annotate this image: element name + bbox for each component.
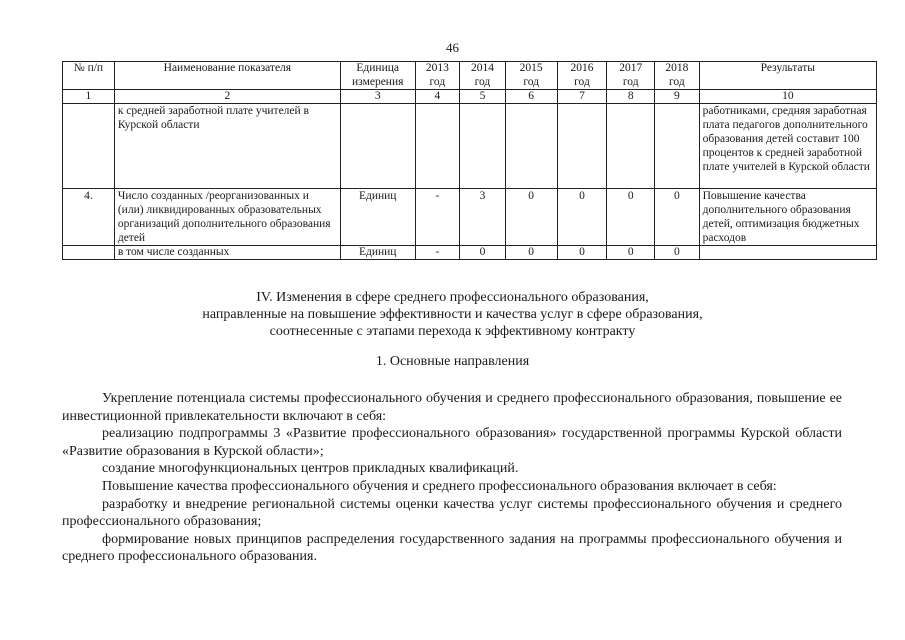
paragraph: Повышение качества профессионального обучения и среднего профессионального образования включает в себя: xyxy=(102,478,777,494)
row-name: в том числе созданных xyxy=(114,246,340,260)
header-unit: Единица измерения xyxy=(340,62,415,90)
header-2013: 2013 год xyxy=(415,62,460,90)
row-num: 4. xyxy=(63,189,115,246)
row-2018: 0 xyxy=(655,189,700,246)
column-number: 6 xyxy=(505,90,557,104)
column-number: 2 xyxy=(114,90,340,104)
row-2016: 0 xyxy=(557,246,607,260)
table-header-row xyxy=(63,62,877,90)
column-number-row xyxy=(63,90,877,104)
row-2017: 0 xyxy=(607,246,655,260)
column-number: 10 xyxy=(699,90,876,104)
row-unit: Единиц xyxy=(340,189,415,246)
paragraph: формирование новых принципов распределения государственного задания на программы профессионального обучения и среднего профессионального образования. xyxy=(62,531,842,565)
row-results: работниками, средняя заработная плата педагогов дополнительного образования детей составит 100 процентов к средней заработной плате учителей в Курской области xyxy=(699,104,876,189)
column-number: 8 xyxy=(607,90,655,104)
row-unit: Единиц xyxy=(340,246,415,260)
row-2018: 0 xyxy=(655,246,700,260)
row-2014 xyxy=(460,104,506,189)
header-2014: 2014 год xyxy=(460,62,506,90)
header-name: Наименование показателя xyxy=(114,62,340,90)
row-num xyxy=(63,104,115,189)
row-2015: 0 xyxy=(505,189,557,246)
header-2015: 2015 год xyxy=(505,62,557,90)
row-2016: 0 xyxy=(557,189,607,246)
row-2018 xyxy=(655,104,700,189)
paragraph: разработку и внедрение региональной системы оценки качества услуг системы профессионального обучения и среднего профессионального образования; xyxy=(62,496,842,530)
row-2014: 3 xyxy=(460,189,506,246)
row-name: к средней заработной плате учителей в Курской области xyxy=(114,104,340,189)
paragraph: Укрепление потенциала системы профессионального обучения и среднего профессионального образования, повышение ее инвестиционной привлекательности включают в себя: xyxy=(62,391,842,424)
row-unit xyxy=(340,104,415,189)
column-number: 7 xyxy=(557,90,607,104)
row-name: Число созданных /реорганизованных и (или) ликвидированных образовательных организаций дополнительного образования детей xyxy=(114,189,340,246)
row-num xyxy=(63,246,115,260)
row-results xyxy=(699,246,876,260)
table-row xyxy=(63,104,877,189)
row-2017: 0 xyxy=(607,189,655,246)
indicators-table xyxy=(62,61,877,260)
header-num: № п/п xyxy=(63,62,115,90)
page-number: 46 xyxy=(446,40,459,55)
column-number: 1 xyxy=(63,90,115,104)
table-row xyxy=(63,246,877,260)
body-text xyxy=(62,390,842,566)
row-results: Повышение качества дополнительного образования детей, оптимизация бюджетных расходов xyxy=(699,189,876,246)
header-2017: 2017 год xyxy=(607,62,655,90)
section-title-line: направленные на повышение эффективности и качества услуг в сфере образования, xyxy=(202,307,703,322)
column-number: 5 xyxy=(460,90,506,104)
header-results: Результаты xyxy=(699,62,876,90)
column-number: 4 xyxy=(415,90,460,104)
table-row xyxy=(63,189,877,246)
row-2015 xyxy=(505,104,557,189)
row-2015: 0 xyxy=(505,246,557,260)
row-2014: 0 xyxy=(460,246,506,260)
subsection-title: 1. Основные направления xyxy=(375,354,530,369)
row-2013: - xyxy=(415,246,460,260)
row-2013: - xyxy=(415,189,460,246)
column-number: 9 xyxy=(655,90,700,104)
paragraph: реализацию подпрограммы 3 «Развитие профессионального образования» государственной программы Курской области «Развитие образования в Курской области»; xyxy=(62,426,842,459)
paragraph: создание многофункциональных центров прикладных квалификаций. xyxy=(102,461,519,477)
row-2013 xyxy=(415,104,460,189)
row-2016 xyxy=(557,104,607,189)
header-2016: 2016 год xyxy=(557,62,607,90)
section-title xyxy=(0,289,905,340)
section-title-line: IV. Изменения в сфере среднего профессионального образования, xyxy=(256,290,649,305)
column-number: 3 xyxy=(340,90,415,104)
row-2017 xyxy=(607,104,655,189)
header-2018: 2018 год xyxy=(655,62,700,90)
section-title-line: соотнесенные с этапами перехода к эффективному контракту xyxy=(269,324,636,339)
